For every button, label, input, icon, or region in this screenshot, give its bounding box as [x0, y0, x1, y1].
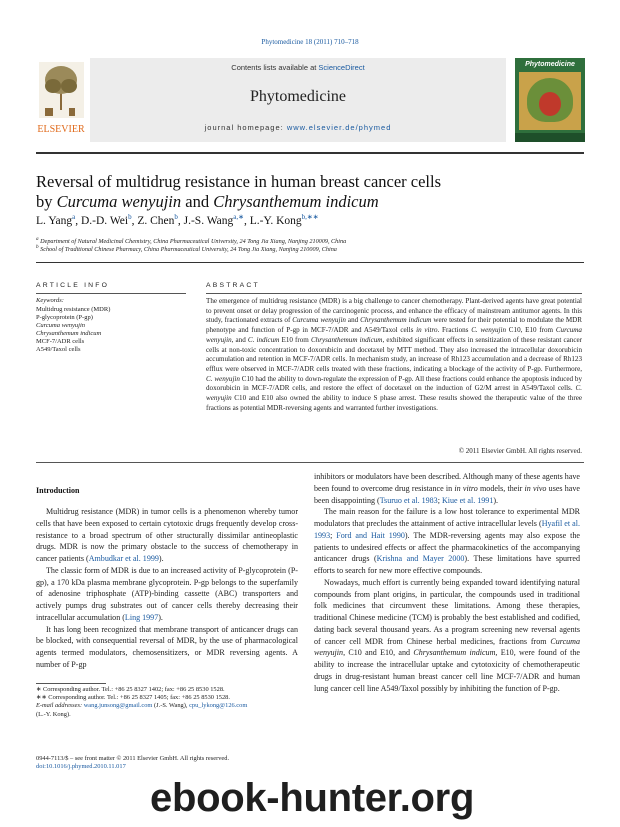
- keyword: MCF-7/ADR cells: [36, 338, 85, 346]
- journal-cover-thumbnail: [515, 58, 585, 142]
- footnote-rule: [36, 683, 106, 684]
- citation-link[interactable]: Ambudkar et al. 1999: [88, 554, 159, 563]
- journal-reference[interactable]: Phytomedicine 18 (2011) 710–718: [261, 38, 359, 46]
- cover-title: Phytomedicine: [525, 61, 575, 68]
- citation-link[interactable]: Kiue et al. 1991: [441, 495, 494, 505]
- sciencedirect-link[interactable]: ScienceDirect: [318, 63, 365, 72]
- footnote: ∗∗ Corresponding author. Tel.: +86 25 8327 1405; fax: +86 25 8530 1528.: [36, 694, 230, 702]
- article-info-heading: ARTICLE INFO: [36, 282, 110, 289]
- paragraph: It has long been recognized that membrane transport of anticancer drugs can be blocked, with consequential reversal of MDR, by the use of pharmacological agents termed modulators, chemosensitizers, or MDR reversing agents. A number of P-gp: [36, 624, 298, 669]
- citation-link[interactable]: Krishna and Mayer 2000: [376, 554, 465, 564]
- journal-homepage: journal homepage: www.elsevier.de/phymed: [204, 123, 392, 132]
- keywords-label: Keywords:: [36, 297, 64, 304]
- affiliation-b: $^b$ School of Traditional Chinese Pharmacy, China Pharmaceutical University, 24 Tong Jia Xiang, Nanjing 210009, China: [36, 244, 337, 254]
- journal-homepage-link[interactable]: www.elsevier.de/phymed: [286, 123, 392, 132]
- paragraph: inhibitors or modulators have been described. Although many of these agents have been found to overcome drug resistance in in vitro models, their in vivo uses have been disappointing (Tsuruo et al. 1983; Kiue et al. 1991).: [314, 472, 580, 505]
- citation-link[interactable]: Tsuruo et al. 1983: [379, 495, 438, 505]
- watermark-text: ebook-hunter.org: [150, 776, 475, 820]
- article-info-rule: [36, 293, 186, 294]
- contents-line: Contents lists available at ScienceDirect: [231, 63, 365, 72]
- paragraph: The main reason for the failure is a low host tolerance to experimental MDR modulators that precludes the attainment of active intracellular levels (Hyafil et al. 1993; Ford and Hait 1990). The MDR-reversing agents may also expose the patients to undesired effects or affect the pharmacokinetics of the accompanying anticancer drugs (Krishna and Mayer 2000). These limitations have spurred efforts to search for new more effective compounds.: [314, 507, 580, 575]
- citation-link[interactable]: Ford and Hait 1990: [336, 530, 405, 540]
- author: J.-S. Wang: [183, 214, 234, 227]
- keyword: A549/Taxol cells: [36, 346, 81, 354]
- article-title: Reversal of multidrug resistance in human breast cancer cells by Curcuma wenyujin and Chrysanthemum indicum: [36, 172, 442, 211]
- title-rule: [36, 262, 584, 263]
- citation-link[interactable]: Hyafil et al. 1993: [314, 519, 580, 540]
- keyword: Chrysanthemum indicum: [36, 330, 102, 338]
- issn-line: 0944-7113/$ – see front matter © 2011 Elsevier GmbH. All rights reserved.: [36, 755, 230, 762]
- doi-link[interactable]: doi:10.1016/j.phymed.2010.11.017: [36, 763, 126, 770]
- author: L.-Y. Kong: [249, 214, 302, 227]
- affiliation-a: $^a$ Department of Natural Medicinal Chemistry, China Pharmaceutical University, 24 Tong Jia Xiang, Nanjing 210009, China: [36, 236, 347, 246]
- elsevier-wordmark: ELSEVIER: [37, 124, 85, 135]
- introduction-heading: Introduction: [36, 486, 80, 495]
- author: Z. Chen: [137, 214, 175, 227]
- body-column-right: [314, 471, 580, 694]
- issn-doi-block: [36, 755, 229, 771]
- footnote-emails: E-mail addresses: wang.junsong@gmail.com (J.-S. Wang), cpu_lykong@126.com (L.-Y. Kong).: [36, 702, 248, 718]
- footnotes: [36, 686, 306, 719]
- keyword: P-glycoprotein (P-gp): [36, 314, 93, 322]
- author-list: L. Yang$^a$, D.-D. Wei$^b$, Z. Chen$^b$, J.-S. Wang$^{a,∗}$, L.-Y. Kong$^{b,∗∗}$: [36, 213, 319, 227]
- keyword: Curcuma wenyujin: [36, 322, 86, 330]
- paragraph: Nowadays, much effort is currently being expanded toward identifying natural compounds from plant origins, in particular, the compounds used in traditional folk medicines that circumvent these limitations. Among these therapies, traditional Chinese medicine (TCM) is probably the best established and codified, dating back several thousand years. As a program screening new reversal agents of cancer cell MDR from Chinese herbal medicines, fractions from Curcuma wenyujin, C10 and E10, and Chrysanthemum indicum, E10, were found of the ability to increase the intracellular uptake and cytotoxicity of chemotherapeutic drugs in drug-resistant human breast cancer cell line MCF-7/ADR and human lung cancer cell line A549/Taxol possibly by inhibiting the function of P-gp.: [314, 577, 580, 693]
- author: D.-D. Wei: [80, 214, 129, 227]
- abstract-heading: ABSTRACT: [206, 282, 260, 289]
- abstract-text: The emergence of multidrug resistance (MDR) is a big challenge to cancer chemotherapy. Plant-derived agents have great potential to prevent onset or delay progression of the carcinogenic process, and enhance the efficacy of mainstream antitumor agents. In this study, fractionated extracts of Curcuma wenyujin and Chrysanthemum indicum were tested for their potential to modulate the MDR phenotype and function of P-gp in MCF-7/ADR and A549/Taxol cells in vitro. Fractions C. wenyujin C10, E10 from Curcuma wenyujin, and C. indicum E10 from Chrysanthemum indicum, exhibited significant effects in sensitization of these resistant cancer cells at non-toxic concentration to doxorubicin and docetaxel by MTT method. They also increased the intracellular doxorubicin accumulation and retention in MCF-7/ADR cells. In mechanism study, an increase of Rh123 accumulation and a decrease of Rh123 efflux were observed in MCF-7/ADR cells treated with these fractions, indicating a blockage of the activity of P-gp. Furthermore, C. wenyujin C10 had the ability to down-regulate the expression of P-gp. All these fractions could enhance the apoptosis induced by doxorubicin in MCF-7/ADR cells, and restore the effect of docetaxel on the induction of G2/M arrest in A549/Taxol cells. C. wenyujin C10 and E10 also owned the ability to induce S phase arrest. These results showed the therapeutic value of the three fractions as potential MDR-reversing agents and warranted further investigations.: [206, 297, 583, 412]
- abstract-rule: [206, 293, 582, 294]
- email-link[interactable]: cpu_lykong@126.com: [189, 702, 248, 710]
- abstract-copyright: © 2011 Elsevier GmbH. All rights reserved.: [458, 447, 582, 455]
- elsevier-logo: [35, 58, 88, 138]
- keyword: Multidrug resistance (MDR): [36, 306, 111, 313]
- author: L. Yang: [36, 214, 73, 227]
- journal-name: Phytomedicine: [250, 88, 346, 105]
- email-link[interactable]: wang.junsong@gmail.com: [83, 702, 153, 710]
- citation-link[interactable]: Ling 1997: [124, 612, 159, 622]
- body-column-left: [36, 506, 298, 671]
- paragraph: Multidrug resistance (MDR) in tumor cells is a phenomenon whereby tumor cells that have been exposed to certain cytotoxic drugs frequently develop cross-resistance to a broad spectrum of other structurally dissimilar antineoplastic drugs. MDR is now the primary obstacle to the success of chemotherapy in cancer patients (Ambudkar et al. 1999).: [36, 507, 298, 563]
- masthead-rule: [36, 152, 584, 154]
- abstract-bottom-rule: [36, 462, 584, 463]
- keywords-list: [36, 306, 196, 355]
- paragraph: The classic form of MDR is due to an increased activity of P-glycoprotein (P-gp), a 170 kDa plasma membrane glycoprotein. P-gp belongs to the superfamily of adenosine triphosphate (ATP)-binding cassette (ABC) transporters and actively pumps drug substrates out of cancer cells thereby decreasing their intracellular accumulation (Ling 1997).: [36, 565, 298, 622]
- footnote: ∗ Corresponding author. Tel.: +86 25 8327 1402; fax: +86 25 8530 1528.: [36, 686, 225, 693]
